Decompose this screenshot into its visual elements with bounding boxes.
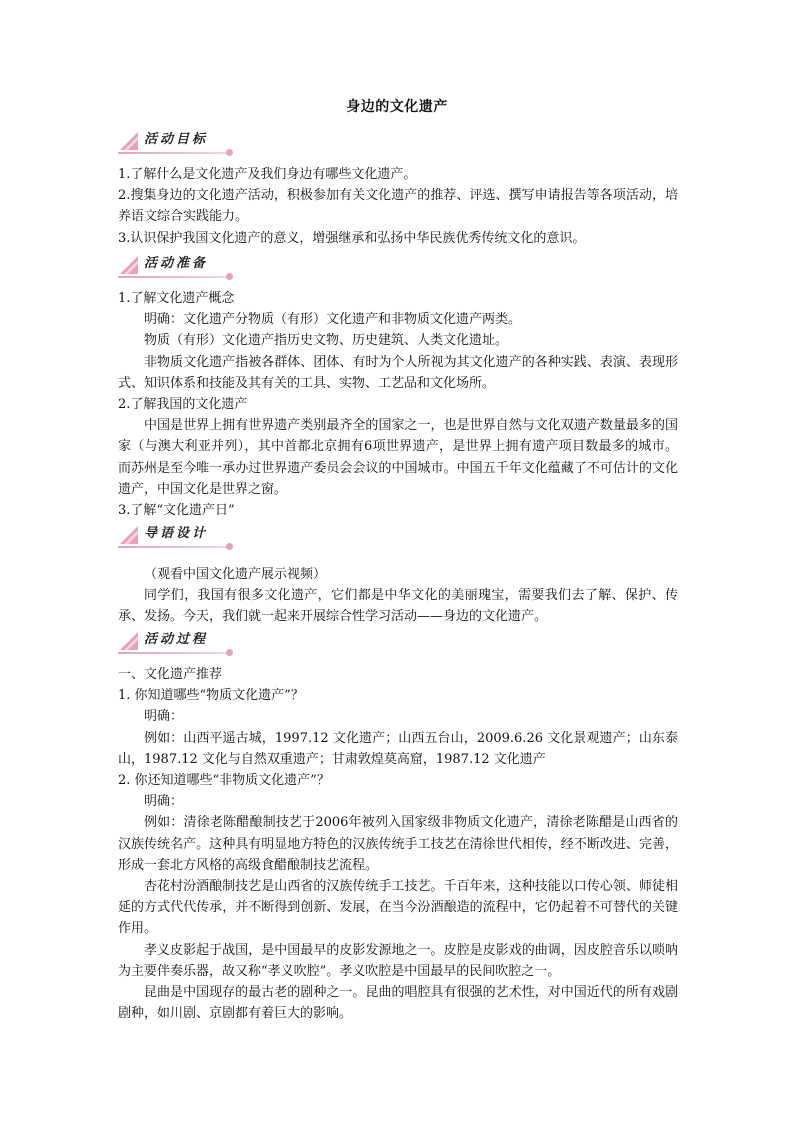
prep-item-2: 2.了解我国的文化遗产: [118, 397, 248, 413]
goals-heading: [118, 130, 678, 160]
answer-1-label: 明确：: [144, 709, 184, 725]
goal-3: 3.认识保护我国文化遗产的意义，增强继承和弘扬中华民族优秀传统文化的意识。: [118, 230, 586, 246]
answer-2-p3: 孝义皮影起于战国，是中国最早的皮影发源地之一。皮腔是皮影戏的曲调，因皮腔音乐以唢呐为主要伴奏乐器，故又称“孝义吹腔”。孝义吹腔是中国最早的民间吹腔之一。: [118, 942, 678, 979]
intro-heading-label: 导语设计: [144, 526, 209, 541]
heading-underline: [118, 546, 230, 548]
goals-section: [118, 124, 678, 249]
page-title: 身边的文化遗产: [346, 99, 448, 115]
process-section: [118, 624, 678, 1024]
prep-p2: 物质（有形）文化遗产指历史文物、历史建筑、人类文化遗址。: [144, 333, 509, 349]
goal-2: 2.搜集身边的文化遗产活动，积极参加有关文化遗产的推荐、评选、撰写申请报告等各项活动，培养语文综合实践能力。: [118, 188, 678, 225]
process-part-1: 一、文化遗产推荐: [118, 667, 223, 682]
heading-dot: [226, 273, 233, 280]
answer-2-p2: 杏花村汾酒酿制技艺是山西省的汉族传统手工技艺。千百年来，这种技能以口传心领、师徒相延的方式代代传承，并不断得到创新、发展，在当今汾酒酿造的流程中，它仍起着不可替代的关键作用。: [118, 879, 678, 937]
answer-1: 例如：山西平遥古城，1997.12 文化遗产；山西五台山，2009.6.26 文化景观遗产；山东泰山，1987.12 文化与自然双重遗产；甘肃敦煌莫高窟，1987.12 文化遗产: [118, 730, 678, 767]
prep-heading: [118, 254, 678, 284]
intro-heading: [118, 524, 678, 554]
prep-item-3: 3.了解“文化遗产日”: [118, 503, 235, 519]
question-2: 2. 你还知道哪些“非物质文化遗产”？: [118, 773, 330, 789]
heading-dot: [226, 149, 233, 156]
answer-2-label: 明确：: [144, 794, 184, 810]
ribbon-icon: [120, 526, 138, 544]
prep-p3: 非物质文化遗产指被各群体、团体、有时为个人所视为其文化遗产的各种实践、表演、表现形式、知识体系和技能及其有关的工具、实物、工艺品和文化场所。: [118, 354, 678, 391]
prep-heading-label: 活动准备: [144, 256, 209, 271]
prep-p1: 明确：文化遗产分物质（有形）文化遗产和非物质文化遗产两类。: [144, 312, 522, 328]
heading-underline: [118, 652, 230, 654]
answer-2-p4: 昆曲是中国现存的最古老的剧种之一。昆曲的唱腔具有很强的艺术性，对中国近代的所有戏剧剧种，如川剧、京剧都有着巨大的影响。: [118, 985, 678, 1022]
prep-item-1: 1.了解文化遗产概念: [118, 291, 235, 306]
ribbon-icon: [120, 256, 138, 274]
answer-2-p1: 例如：清徐老陈醋酿制技艺于2006年被列入国家级非物质文化遗产，清徐老陈醋是山西省的汉族传统名产。这种具有明显地方特色的汉族传统手工技艺在清徐世代相传，经不断改进、完善，形成一套北方风格的高级食醋酿制技艺流程。: [118, 815, 678, 873]
prep-p4: 中国是世界上拥有世界遗产类别最齐全的国家之一，也是世界自然与文化双遗产数量最多的国家（与澳大利亚并列），其中首都北京拥有6项世界遗产，是世界上拥有遗产项目数最多的城市。而苏州是至今唯一承办过世界遗产委员会会议的中国城市。中国五千年文化蕴藏了不可估计的文化遗产，中国文化是世界之窗。: [118, 418, 678, 497]
intro-p1: （观看中国文化遗产展示视频）: [144, 567, 327, 582]
intro-p2: 同学们，我国有很多文化遗产，它们都是中华文化的美丽瑰宝，需要我们去了解、保护、传承、发扬。今天，我们就一起来开展综合性学习活动——身边的文化遗产。: [118, 588, 678, 625]
goals-heading-label: 活动目标: [144, 132, 209, 147]
heading-underline: [118, 152, 230, 154]
intro-section: [118, 518, 678, 628]
heading-underline: [118, 276, 230, 278]
heading-dot: [226, 543, 233, 550]
ribbon-icon: [120, 132, 138, 150]
ribbon-icon: [120, 632, 138, 650]
process-heading: [118, 630, 678, 660]
prep-section: [118, 248, 678, 521]
heading-dot: [226, 649, 233, 656]
process-heading-label: 活动过程: [144, 632, 209, 647]
question-1: 1. 你知道哪些“物质文化遗产”？: [118, 688, 304, 704]
goal-1: 1.了解什么是文化遗产及我们身边有哪些文化遗产。: [118, 167, 417, 182]
